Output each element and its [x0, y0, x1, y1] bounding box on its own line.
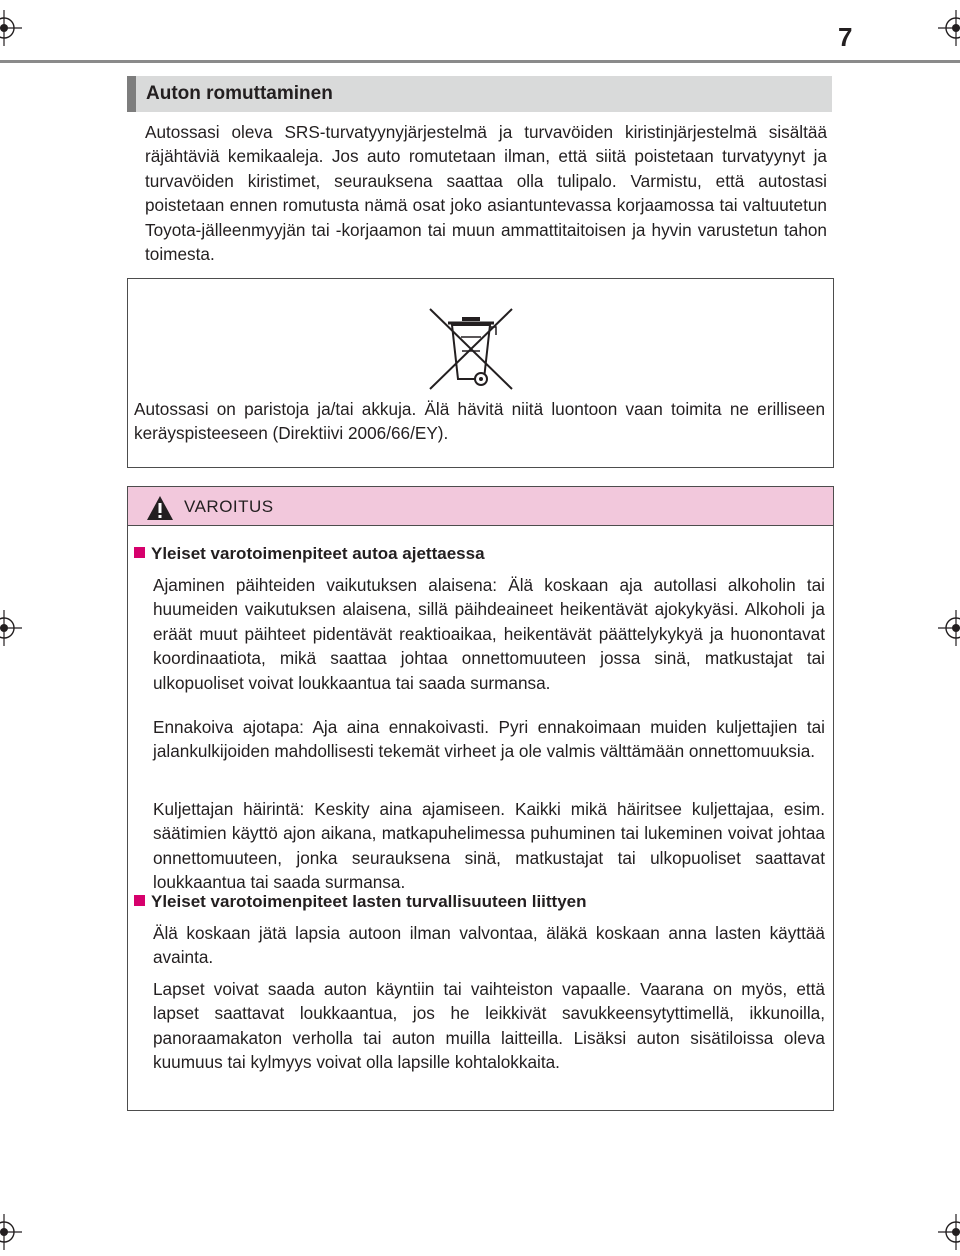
warning-paragraph: Älä koskaan jätä lapsia autoon ilman valvontaa, äläkä koskaan anna lasten käyttää avainta. [153, 923, 825, 968]
crossed-out-wheelie-bin-icon [426, 305, 516, 393]
warning-section-heading-text: Yleiset varotoimenpiteet lasten turvallisuuteen liittyen [151, 892, 587, 911]
warning-title: VAROITUS [184, 497, 274, 516]
warning-section-heading-text: Yleiset varotoimenpiteet autoa ajettaessa [151, 544, 485, 563]
warning-paragraph: Lapset voivat saada auton käyntiin tai vaihteiston vapaalle. Vaarana on myös, että lapset saattavat loukkaantua, jos he leikkivät savukkeensytyttimellä, ikkunoilla, panoraamakaton verholla tai auton muilla laitteilla. Lisäksi auton sisätiloissa oleva kuumuus tai kylmyys voivat olla lapsille kohtalokkaita. [153, 979, 825, 1073]
bullet-square-icon [134, 547, 145, 558]
warning-paragraph: Kuljettajan häirintä: Keskity aina ajamiseen. Kaikki mikä häiritsee kuljettajaa, esim. säätimien käyttö ajon aikana, matkapuhelimessa puhuminen tai lukeminen voivat johtaa onnettomuuteen, jonka seurauksena sinä, matkustajat tai ulkopuoliset saattavat loukkaantua tai saada surmansa. [153, 799, 825, 893]
warning-paragraph: Ennakoiva ajotapa: Aja aina ennakoivasti. Pyri ennakoimaan muiden kuljettajien tai jalankulkijoiden mahdollisesti tekemät virheet ja ole valmis välttämään onnettomuuksia. [153, 717, 825, 762]
intro-paragraph: Autossasi oleva SRS-turvatyynyjärjestelmä ja turvavöiden kiristinjärjestelmä sisältää räjähtäviä kemikaaleja. Jos auto romutetaan ilman, että siitä poistetaan turvatyynyt ja turvavöiden kiristimet, seurauksena saattaa olla tulipalo. Varmistu, että autostasi poistetaan ennen romutusta nämä osat joko asiantuntevassa korjaamossa tai valtuutetun Toyota-jälleenmyyjän tai -korjaamon tai muun ammattitaitoisen ja hyvin varustetun tahon toimesta. [145, 122, 827, 265]
battery-disposal-text: Autossasi on paristoja ja/tai akkuja. Älä hävitä niitä luontoon vaan toimita ne erilliseen keräyspisteeseen (Direktiivi 2006/66/EY). [134, 399, 825, 444]
registration-mark-icon [938, 10, 960, 46]
warning-section-heading [134, 892, 587, 912]
warning-box [127, 486, 834, 1111]
registration-mark-icon [0, 1214, 22, 1250]
warning-section-heading [134, 544, 485, 564]
warning-triangle-icon [146, 495, 174, 521]
warning-header [128, 487, 833, 526]
section-title: Auton romuttaminen [146, 83, 333, 104]
section-header [127, 76, 832, 112]
bullet-square-icon [134, 895, 145, 906]
registration-mark-icon [0, 610, 22, 646]
registration-mark-icon [938, 610, 960, 646]
battery-disposal-box [127, 278, 834, 468]
warning-paragraph: Ajaminen päihteiden vaikutuksen alaisena: Älä koskaan aja autollasi alkoholin tai huumeiden vaikutuksen alaisena, sillä päihdeaineet heikentävät ajokykyäsi. Alkoholi ja eräät muut päihteet pidentävät reaktioaikaa, heikentävät päättelykykyä ja huonontavat koordinaatiota, mikä saattaa johtaa onnettomuuteen jossa sinä, matkustajat tai ulkopuoliset voivat loukkaantua tai saada surmansa. [153, 575, 825, 693]
page-number: 7 [838, 22, 853, 52]
registration-mark-icon [0, 10, 22, 46]
registration-mark-icon [938, 1214, 960, 1250]
header-rule [0, 60, 960, 63]
